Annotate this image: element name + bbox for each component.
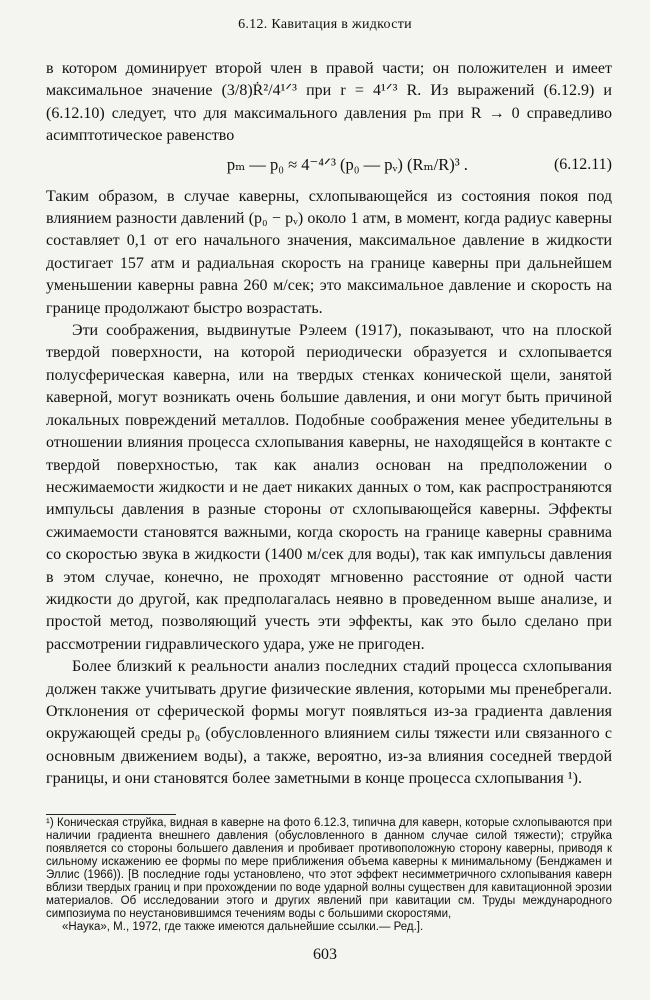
paragraph-1: в котором доминирует второй член в правой части; он положителен и имеет максимальное значение (3/8)Ṙ²/4¹ᐟ³ при r = 4¹ᐟ³ R. Из выражений (6.12.9) и (6.12.10) следует, что для максимального давления pₘ при R → 0 справедливо асимптотическое равенство [46, 60, 612, 145]
paragraph-2: Таким образом, в случае каверны, схлопывающейся из состояния покоя под влиянием разности давлений (p₀ − pᵥ) около 1 атм, в момент, когда радиус каверны составляет 0,1 от его начального значения, максимальное давление в жидкости достигает 157 атм и радиальная скорость на границе каверны при дальнейшем уменьшении каверны равна 260 м/сек; это максимальное давление и скорость на границе продолжают быстро возрастать. [46, 187, 612, 317]
paragraph-3: Эти соображения, выдвинутые Рэлеем (1917), показывают, что на плоской твердой поверхности, на которой периодически образуется и схлопывается полусферическая каверна, или на твердых стенках конической щели, занятой каверной, могут возникать очень большие давления, и они могут быть причиной локальных повреждений металлов. Подобные соображения менее убедительны в отношении влияния процесса схлопывания каверны, не находящейся в контакте с твердой поверхностью, так как анализ основан на предположении о несжимаемости жидкости и не дает никаких данных о том, как распространяются импульсы давления в разные стороны от схлопывающейся каверны. Эффекты сжимаемости становятся важными, когда скорость на границе каверны сравнима со скоростью звука в жидкости (1400 м/сек для воды), так как импульсы давления в этом случае, конечно, не проходят мгновенно расстояние от одной части жидкости до другой, как предполагалась неявно в проведенном выше анализе, и простой метод, позволяющий учесть эти эффекты, как это было сделано при рассмотрении гидравлического удара, уже не пригоден. [46, 322, 612, 653]
equation-6-12-11 [46, 148, 612, 184]
footnote [46, 817, 612, 934]
page-number: 603 [313, 946, 337, 963]
footnote-text: ¹) Коническая струйка, видная в каверне на фото 6.12.3, типична для каверн, которые схлопываются при наличии градиента внешнего давления (обусловленного в данном случае силой тяжести); струйка появляется со стороны большего давления и пробивает противоположную сторону каверны, приводя к сильному искажению ее формы по мере приближения объема каверны к минимальному (Бенджамен и Эллис (1966)). [В последние годы установлено, что этот эффект несимметричного схлопывания каверн вблизи твердых границ и при прохождении по воде ударной волны существен для кавитационной эрозии материалов. Об исследовании этого и других явлений при кавитации см. Труды международного симпозиума по неустановившимся течениям воды с большими скоростями, [46, 817, 612, 920]
main-text [46, 58, 612, 791]
footnote-divider [46, 814, 176, 815]
running-header: 6.12. Кавитация в жидкости [238, 17, 412, 32]
equation-expression: pₘ — p₀ ≈ 4⁻⁴ᐟ³ (p₀ — pᵥ) (Rₘ/R)³ . [226, 155, 468, 175]
equation-number: (6.12.11) [553, 156, 612, 174]
paragraph-4: Более близкий к реальности анализ последних стадий процесса схлопывания должен также учитывать другие физические явления, которыми мы пренебрегали. Отклонения от сферической формы могут появляться из-за градиента давления окружающей среды p₀ (обусловленного влиянием силы тяжести или связанного с основным движением воды), а также, вероятно, из-за влияния соседней твердой границы, и они становятся более заметными в конце процесса схлопывания ¹). [46, 658, 612, 788]
footnote-text-end: «Наука», М., 1972, где также имеются дальнейшие ссылки.— Ред.]. [62, 921, 424, 933]
